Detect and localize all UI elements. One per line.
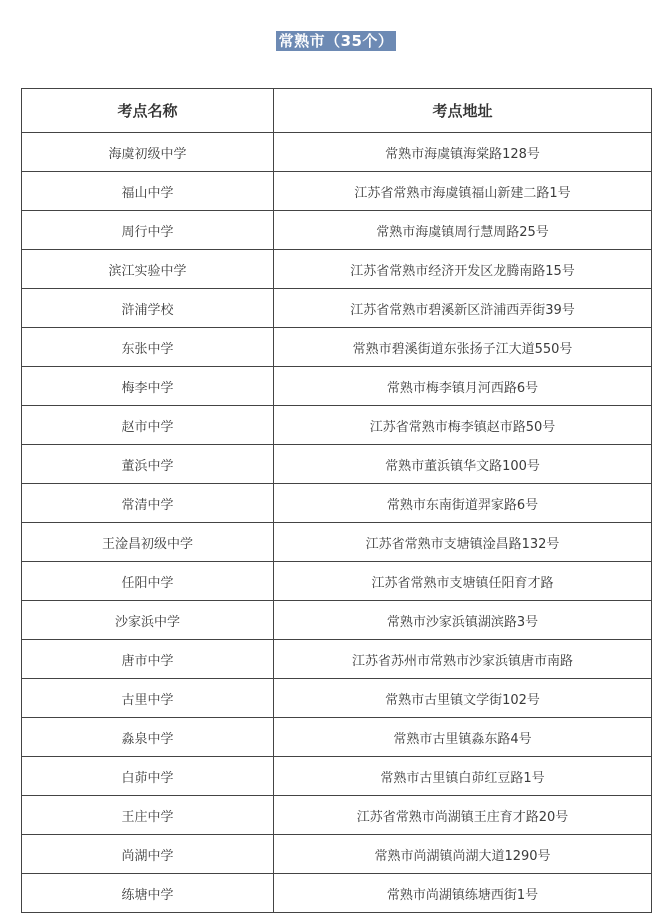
table-row (22, 484, 652, 523)
table-row (22, 211, 652, 250)
site-name-cell: 常清中学 (22, 484, 274, 523)
site-address-cell: 江苏省常熟市经济开发区龙腾南路15号 (274, 250, 652, 289)
site-name-cell: 任阳中学 (22, 562, 274, 601)
site-name-cell: 东张中学 (22, 328, 274, 367)
site-name-cell: 淼泉中学 (22, 718, 274, 757)
table-row (22, 172, 652, 211)
table-row (22, 523, 652, 562)
table-row (22, 874, 652, 913)
site-name-cell: 古里中学 (22, 679, 274, 718)
table-row (22, 835, 652, 874)
table-row (22, 133, 652, 172)
title-wrapper (0, 31, 672, 51)
site-name-cell: 沙家浜中学 (22, 601, 274, 640)
site-address-cell: 江苏省常熟市梅李镇赵市路50号 (274, 406, 652, 445)
site-name-cell: 练塘中学 (22, 874, 274, 913)
site-name-cell: 白茆中学 (22, 757, 274, 796)
section-title: 常熟市（35个） (276, 31, 397, 51)
site-address-cell: 常熟市海虞镇周行慧周路25号 (274, 211, 652, 250)
site-address-cell: 常熟市董浜镇华文路100号 (274, 445, 652, 484)
site-address-cell: 常熟市古里镇文学街102号 (274, 679, 652, 718)
site-name-cell: 滨江实验中学 (22, 250, 274, 289)
site-address-cell: 江苏省常熟市碧溪新区浒浦西弄街39号 (274, 289, 652, 328)
site-name-cell: 王庄中学 (22, 796, 274, 835)
site-address-cell: 常熟市海虞镇海棠路128号 (274, 133, 652, 172)
site-name-cell: 董浜中学 (22, 445, 274, 484)
site-name-cell: 唐市中学 (22, 640, 274, 679)
table-row (22, 250, 652, 289)
site-address-cell: 江苏省常熟市支塘镇淦昌路132号 (274, 523, 652, 562)
table-row (22, 718, 652, 757)
table-row (22, 562, 652, 601)
table-row (22, 328, 652, 367)
site-address-cell: 江苏省常熟市尚湖镇王庄育才路20号 (274, 796, 652, 835)
site-address-cell: 常熟市尚湖镇尚湖大道1290号 (274, 835, 652, 874)
site-address-cell: 常熟市梅李镇月河西路6号 (274, 367, 652, 406)
header-site-address: 考点地址 (274, 89, 652, 133)
table-header-row (22, 89, 652, 133)
header-site-name: 考点名称 (22, 89, 274, 133)
table-row (22, 640, 652, 679)
table-row (22, 406, 652, 445)
site-address-cell: 江苏省常熟市海虞镇福山新建二路1号 (274, 172, 652, 211)
table-row (22, 757, 652, 796)
site-address-cell: 常熟市碧溪街道东张扬子江大道550号 (274, 328, 652, 367)
site-address-cell: 常熟市古里镇淼东路4号 (274, 718, 652, 757)
table-row (22, 445, 652, 484)
site-address-cell: 江苏省苏州市常熟市沙家浜镇唐市南路 (274, 640, 652, 679)
site-address-cell: 江苏省常熟市支塘镇任阳育才路 (274, 562, 652, 601)
table-row (22, 601, 652, 640)
table-row (22, 796, 652, 835)
table-row (22, 289, 652, 328)
table-row (22, 367, 652, 406)
site-name-cell: 尚湖中学 (22, 835, 274, 874)
site-address-cell: 常熟市古里镇白茆红豆路1号 (274, 757, 652, 796)
exam-sites-table (21, 88, 652, 913)
site-address-cell: 常熟市尚湖镇练塘西街1号 (274, 874, 652, 913)
table-body (22, 133, 652, 913)
site-name-cell: 福山中学 (22, 172, 274, 211)
site-name-cell: 梅李中学 (22, 367, 274, 406)
table-row (22, 679, 652, 718)
site-address-cell: 常熟市东南街道羿家路6号 (274, 484, 652, 523)
site-address-cell: 常熟市沙家浜镇湖滨路3号 (274, 601, 652, 640)
site-name-cell: 赵市中学 (22, 406, 274, 445)
site-name-cell: 海虞初级中学 (22, 133, 274, 172)
site-name-cell: 王淦昌初级中学 (22, 523, 274, 562)
site-name-cell: 浒浦学校 (22, 289, 274, 328)
site-name-cell: 周行中学 (22, 211, 274, 250)
